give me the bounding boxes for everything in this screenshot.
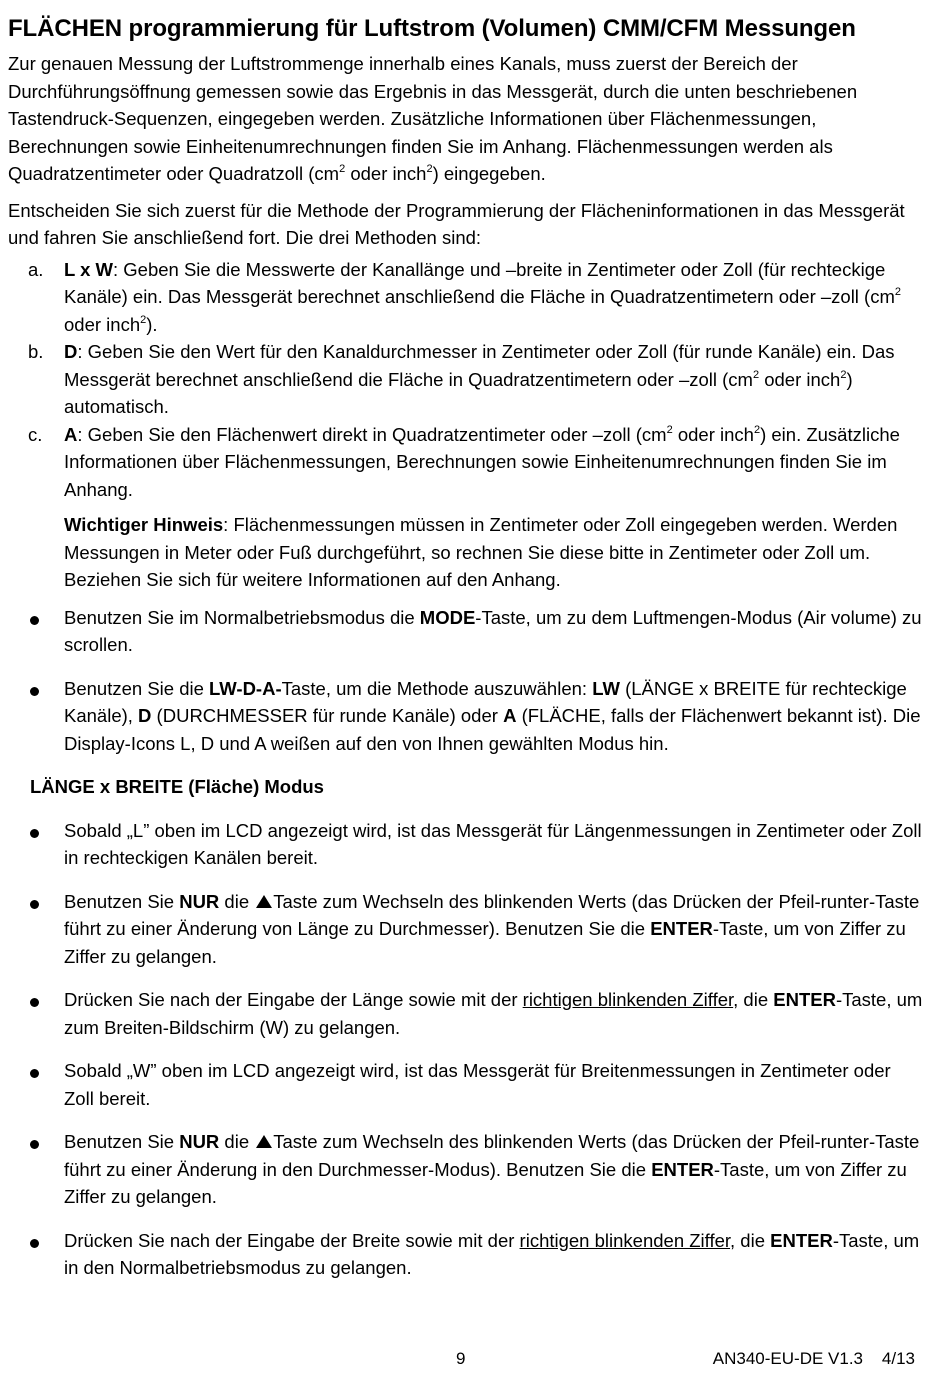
bullet-text: -Taste, um zu dem Luftmengen-Modus (Air volume) zu scrollen. [64,606,922,655]
superscript: 2 [426,163,433,175]
bullet-text: Taste, um die Methode auszuwählen: [281,677,593,699]
key-label: LW [592,677,620,699]
bullet-icon [30,1140,39,1149]
method-text: ) ein. Zusätzliche Informationen über Flächenmessungen, Berechnungen sowie Einheitenumrechnungen finden Sie im Anhang. [64,423,900,500]
method-item-lxw [8,256,923,339]
method-key: L x W [64,258,113,280]
method-text: oder inch [672,423,754,445]
bullet-text: die [219,1131,255,1152]
important-note [8,511,923,594]
bullet-item-enter-width [8,1227,923,1282]
bullet-icon [30,1069,39,1078]
section-subheading: LÄNGE x BREITE (Fläche) Modus [30,776,324,797]
bullet-icon [30,687,39,696]
method-intro-paragraph: Entscheiden Sie sich zuerst für die Methode der Programmierung der Flächeninformationen in das Messgerät und fahren Sie anschließend fort. Die drei Methoden sind: [8,199,905,248]
intro-text: ) eingegeben. [432,163,546,184]
bullet-text: die [219,890,255,912]
method-key: D [64,341,78,362]
superscript: 2 [753,423,761,436]
key-label: ENTER [773,989,836,1010]
method-text: oder inch [759,368,841,390]
intro-text: Zur genauen Messung der Luftstrommenge innerhalb eines Kanals, muss zuerst der Bereich der Durchführungsöffnung gemessen sowie das Ergebnis in das Messgerät, durch die unten beschriebenen Tastendruck-Sequenzen, eingegeben werden. Zusätzliche Informationen über Flächenmessungen, Berechnungen sowie Einheitenumrechnungen finden Sie im Anhang. Flächenmessungen werden als Quadratzentimeter oder Quadratzoll (cm [8,53,858,184]
up-arrow-icon [256,1135,272,1148]
bullet-item-w-display [8,1057,923,1112]
emphasis: NUR [179,890,220,912]
superscript: 2 [840,368,847,381]
document-page [8,14,923,1298]
bullet-item-up-key-length [8,888,923,971]
bullet-text: Taste zum Wechseln des blinkenden Werts (das Drücken der Pfeil-runter-Taste führt zu einer Änderung in den Durchmesser-Modus). Benutzen Sie die [64,1131,920,1180]
superscript: 2 [140,313,147,326]
list-marker: c. [28,423,43,445]
method-list [8,256,923,504]
method-key: A [64,423,78,445]
bullet-text: Sobald „L” oben im LCD angezeigt wird, ist das Messgerät für Längenmessungen in Zentimeter oder Zoll in rechteckigen Kanälen bereit. [64,819,922,868]
method-text: ). [146,313,158,335]
intro-text: oder inch [345,163,427,184]
key-label: MODE [419,606,476,628]
note-text: : Flächenmessungen müssen in Zentimeter oder Zoll eingegeben werden. Werden Messungen in Meter oder Fuß durchgeführt, so rechnen Sie diese bitte in Zentimeter oder Zoll um. Beziehen Sie sich für weitere Informationen auf den Anhang. [64,514,898,590]
bullet-icon [30,998,39,1007]
document-id: AN340-EU-DE V1.3 4/13 [712,1349,915,1368]
page-number: 9 [456,1349,466,1368]
bullet-text: -Taste, um von Ziffer zu Ziffer zu gelangen. [64,1158,907,1207]
up-arrow-icon [256,895,272,908]
page-title: FLÄCHEN programmierung für Luftstrom (Volumen) CMM/CFM Messungen [8,15,856,42]
bullet-text: (LÄNGE x BREITE für rechteckige Kanäle), [64,677,907,726]
bullet-text: , die [730,1229,771,1251]
bullet-text: Drücken Sie nach der Eingabe der Länge sowie mit der [64,989,523,1010]
underlined-text: richtigen blinkenden Ziffer [522,989,734,1010]
bullet-item-enter-length [8,986,923,1041]
note-label: Wichtiger Hinweis [64,514,224,535]
bullet-text: -Taste, um zum Breiten-Bildschirm (W) zu gelangen. [64,989,923,1038]
bullet-text: Taste zum Wechseln des blinkenden Werts (das Drücken der Pfeil-runter-Taste führt zu einer Änderung von Länge zu Durchmesser). Benutzen Sie die [64,890,920,939]
method-text: oder inch [64,313,141,335]
emphasis: NUR [179,1131,220,1152]
method-text: ) automatisch. [64,368,853,417]
bullet-text: Drücken Sie nach der Eingabe der Breite sowie mit der [64,1229,520,1251]
superscript: 2 [894,286,901,298]
underlined-text: richtigen blinkenden Ziffer [519,1229,731,1251]
bullet-text: (DURCHMESSER für runde Kanäle) oder [151,705,504,726]
list-marker: a. [28,258,44,280]
intro-paragraph [8,50,923,188]
method-text: : Geben Sie die Messwerte der Kanallänge und –breite in Zentimeter oder Zoll (für rechteckige Kanäle) ein. Das Messgerät berechnet anschließend die Fläche in Quadratzentimetern oder –zoll (cm [64,258,895,307]
list-marker: b. [28,341,44,362]
bullet-text: Benutzen Sie im Normalbetriebsmodus die [64,606,420,628]
page-footer [0,1349,950,1371]
bullet-item-up-key-width [8,1128,923,1211]
method-item-a [8,421,923,504]
bullet-icon [30,1239,39,1248]
key-label: ENTER [650,918,713,939]
bullet-text: -Taste, um in den Normalbetriebsmodus zu gelangen. [64,1229,920,1278]
bullet-text: Sobald „W” oben im LCD angezeigt wird, ist das Messgerät für Breitenmessungen in Zentimeter oder Zoll bereit. [64,1060,891,1109]
key-label: D [138,705,152,726]
key-label: ENTER [651,1158,714,1180]
key-label: A [503,705,517,726]
bullet-icon [30,616,39,625]
bullet-text: (FLÄCHE, falls der Flächenwert bekannt ist). Die Display-Icons L, D und A weißen auf den von Ihnen gewählten Modus hin. [64,705,921,754]
bullet-item-lwda [8,675,923,758]
bullet-text: Benutzen Sie [64,1131,180,1152]
key-label: LW-D-A- [209,677,282,699]
method-item-d [8,338,923,421]
bullet-item-mode [8,604,923,659]
method-text: : Geben Sie den Wert für den Kanaldurchmesser in Zentimeter oder Zoll (für runde Kanäle) ein. Das Messgerät berechnet anschließend die Fläche in Quadratzentimetern oder –zoll (cm [64,341,895,390]
bullet-text: Benutzen Sie [64,890,180,912]
superscript: 2 [752,368,760,381]
bullet-text: -Taste, um von Ziffer zu Ziffer zu gelangen. [64,918,906,967]
bullet-icon [30,829,39,838]
bullet-text: , die [733,989,774,1010]
method-text: : Geben Sie den Flächenwert direkt in Quadratzentimeter oder –zoll (cm [77,423,667,445]
bullet-text: Benutzen Sie die [64,677,210,699]
superscript: 2 [666,423,673,436]
key-label: ENTER [770,1229,833,1251]
superscript: 2 [339,163,346,175]
bullet-icon [30,900,39,909]
bullet-item-l-display [8,817,923,872]
